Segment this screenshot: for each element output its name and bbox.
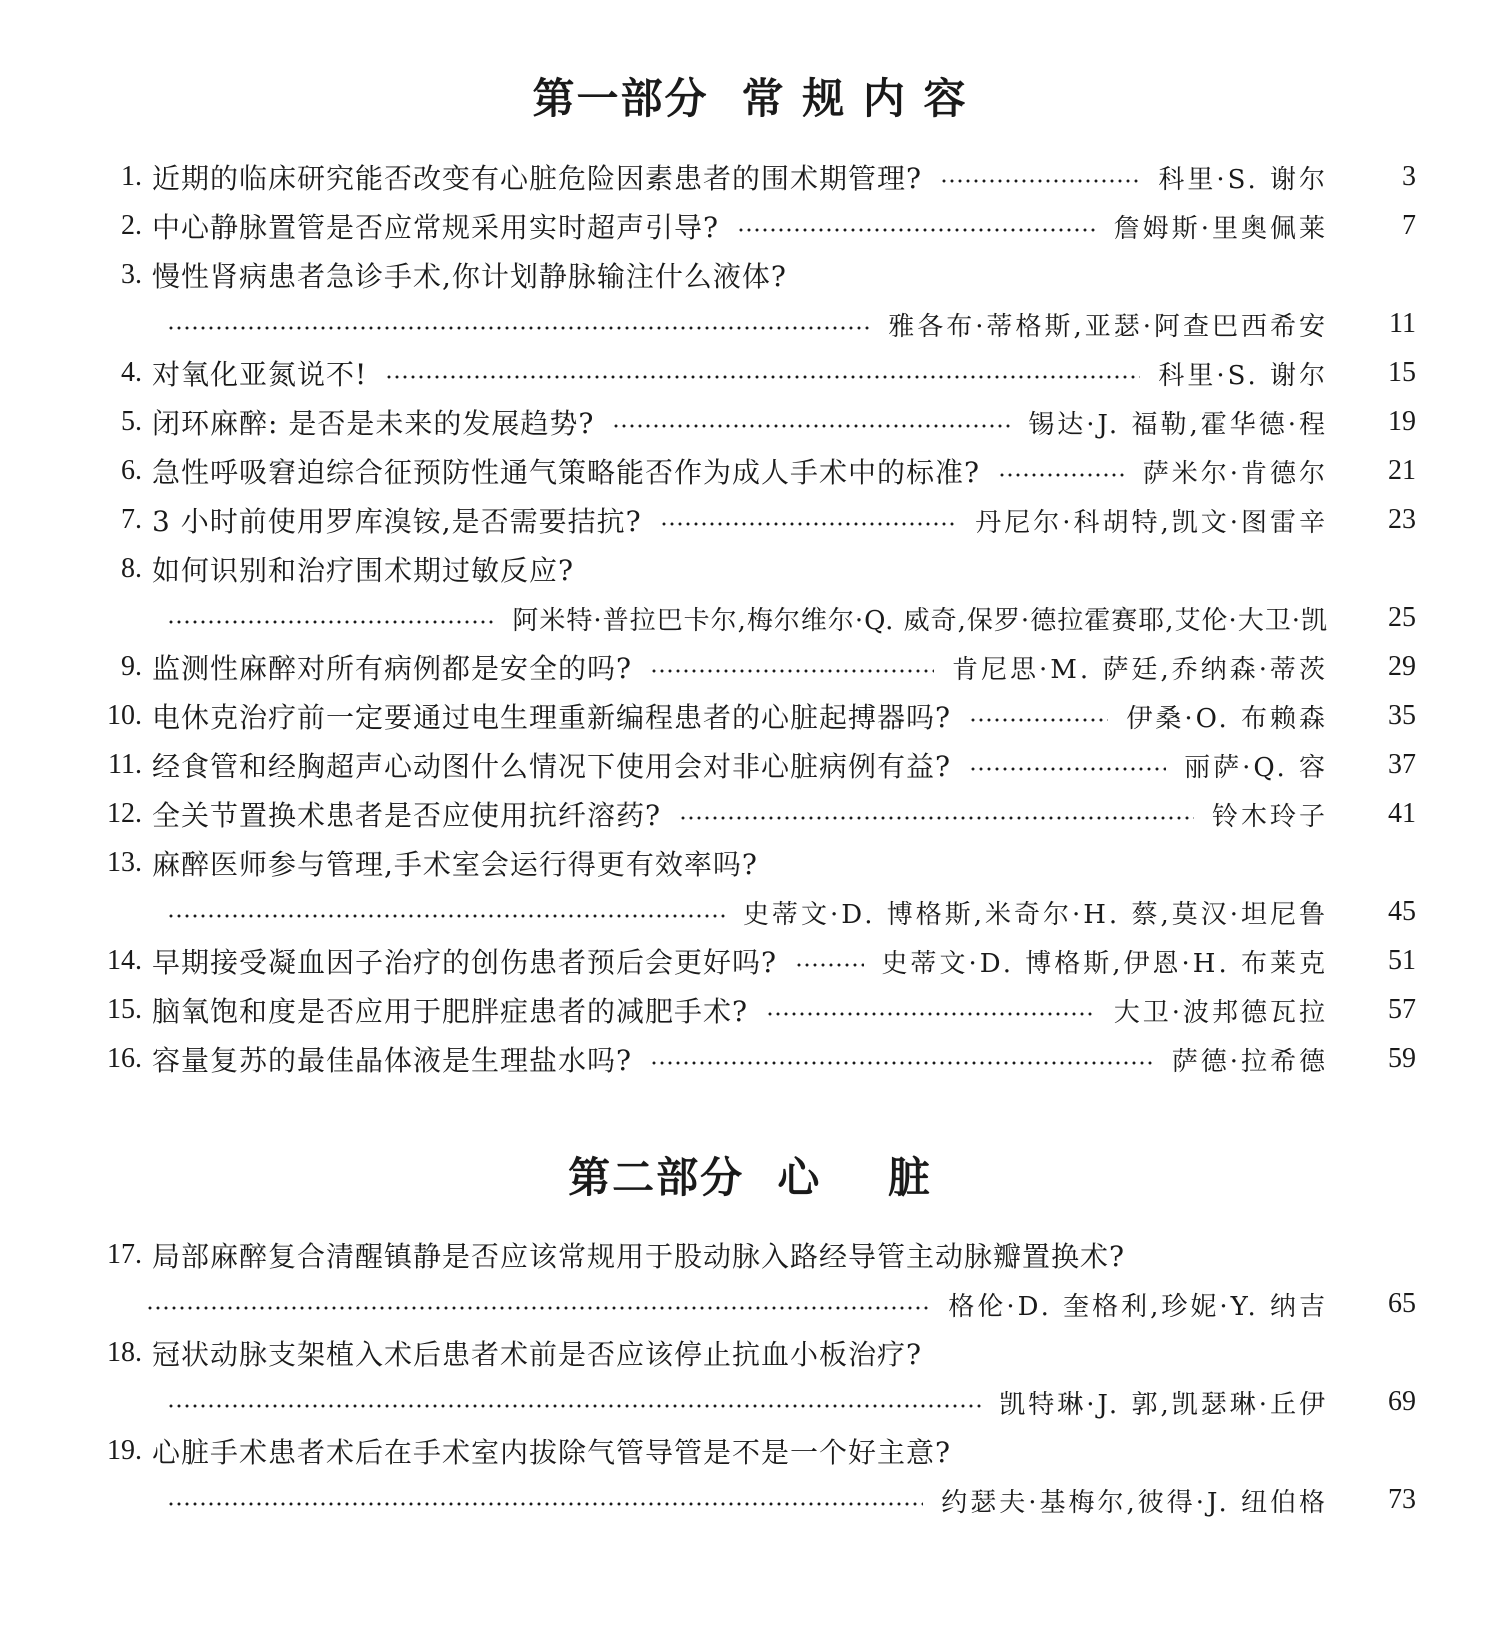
toc-entry-continuation[interactable] xyxy=(0,1380,1500,1424)
entry-author: 约瑟夫·基梅尔,彼得·J. 纽伯格 xyxy=(941,1487,1328,1518)
entry-title: 近期的临床研究能否改变有心脏危险因素患者的围术期管理? xyxy=(152,162,923,195)
entry-author: 史蒂文·D. 博格斯,米奇尔·H. 蔡,莫汉·坦尼鲁 xyxy=(743,899,1328,930)
entry-title: 容量复苏的最佳晶体液是生理盐水吗? xyxy=(152,1044,633,1077)
entry-page: 15 xyxy=(1388,357,1416,388)
entry-author: 凯特琳·J. 郭,凯瑟琳·丘伊 xyxy=(999,1389,1328,1420)
entry-title: 监测性麻醉对所有病例都是安全的吗? xyxy=(152,652,633,685)
entry-author: 铃木玲子 xyxy=(1211,801,1328,832)
toc-entry[interactable] xyxy=(0,939,1500,983)
entry-page: 51 xyxy=(1388,945,1416,976)
entry-number: 16. xyxy=(107,1043,142,1074)
entry-title: 中心静脉置管是否应常规采用实时超声引导? xyxy=(152,211,720,244)
entry-author: 阿米特·普拉巴卡尔,梅尔维尔·Q. 威奇,保罗·德拉霍赛耶,艾伦·大卫·凯 xyxy=(512,605,1328,636)
entry-number: 12. xyxy=(107,798,142,829)
toc-entry-continuation[interactable] xyxy=(0,596,1500,640)
toc-entry[interactable] xyxy=(0,645,1500,689)
entry-number: 5. xyxy=(121,406,142,437)
dot-leader xyxy=(612,424,1010,428)
toc-entry[interactable] xyxy=(0,400,1500,444)
entry-page: 65 xyxy=(1388,1288,1416,1319)
dot-leader xyxy=(167,326,870,330)
entry-number: 19. xyxy=(107,1435,142,1466)
dot-leader xyxy=(766,1012,1096,1016)
entry-page: 69 xyxy=(1388,1386,1416,1417)
toc-entry-continuation[interactable] xyxy=(0,890,1500,934)
toc-entry[interactable] xyxy=(0,449,1500,493)
toc-entry[interactable] xyxy=(0,351,1500,395)
dot-leader xyxy=(167,620,494,624)
dot-leader xyxy=(737,228,1096,232)
dot-leader xyxy=(167,1502,923,1506)
entry-title: 脑氧饱和度是否应用于肥胖症患者的减肥手术? xyxy=(152,995,749,1028)
entry-page: 37 xyxy=(1388,749,1416,780)
entry-page: 59 xyxy=(1388,1043,1416,1074)
dot-leader xyxy=(167,914,725,918)
entry-title: 对氧化亚氮说不! xyxy=(152,358,368,391)
entry-page: 3 xyxy=(1402,161,1416,192)
entry-author: 萨米尔·肯德尔 xyxy=(1142,458,1328,489)
entry-author: 科里·S. 谢尔 xyxy=(1158,360,1328,391)
entry-page: 29 xyxy=(1388,651,1416,682)
entry-title: 心脏手术患者术后在手术室内拔除气管导管是不是一个好主意? xyxy=(152,1436,952,1469)
entry-author: 丽萨·Q. 容 xyxy=(1184,752,1328,783)
toc-entry[interactable] xyxy=(0,498,1500,542)
entry-number: 4. xyxy=(121,357,142,388)
entry-page: 41 xyxy=(1388,798,1416,829)
entry-page: 19 xyxy=(1388,406,1416,437)
entry-author: 肯尼思·M. 萨廷,乔纳森·蒂茨 xyxy=(952,654,1328,685)
entry-number: 2. xyxy=(121,210,142,241)
dot-leader xyxy=(146,1306,930,1310)
entry-page: 45 xyxy=(1388,896,1416,927)
entry-number: 7. xyxy=(121,504,142,535)
entry-number: 9. xyxy=(121,651,142,682)
entry-title: 经食管和经胸超声心动图什么情况下使用会对非心脏病例有益? xyxy=(152,750,952,783)
dot-leader xyxy=(650,669,934,673)
entry-page: 57 xyxy=(1388,994,1416,1025)
entry-page: 25 xyxy=(1388,602,1416,633)
toc-entry[interactable] xyxy=(0,547,1500,591)
dot-leader xyxy=(660,522,958,526)
entry-page: 35 xyxy=(1388,700,1416,731)
entry-title: 电休克治疗前一定要通过电生理重新编程患者的心脏起搏器吗? xyxy=(152,701,952,734)
entry-page: 73 xyxy=(1388,1484,1416,1515)
entry-title: 冠状动脉支架植入术后患者术前是否应该停止抗血小板治疗? xyxy=(152,1338,923,1371)
entry-author: 科里·S. 谢尔 xyxy=(1158,164,1328,195)
dot-leader xyxy=(650,1061,1154,1065)
entry-author: 丹尼尔·科胡特,凯文·图雷辛 xyxy=(975,507,1328,538)
entry-page: 7 xyxy=(1402,210,1416,241)
toc-entry-continuation[interactable] xyxy=(0,1282,1500,1326)
entry-title: 急性呼吸窘迫综合征预防性通气策略能否作为成人手术中的标准? xyxy=(152,456,981,489)
entry-number: 13. xyxy=(107,847,142,878)
entry-title: 早期接受凝血因子治疗的创伤患者预后会更好吗? xyxy=(152,946,778,979)
dot-leader xyxy=(679,816,1194,820)
dot-leader xyxy=(795,963,864,967)
dot-leader xyxy=(385,375,1140,379)
entry-number: 11. xyxy=(108,749,142,780)
toc-entry[interactable] xyxy=(0,841,1500,885)
entry-author: 格伦·D. 奎格利,珍妮·Y. 纳吉 xyxy=(948,1291,1328,1322)
entry-number: 17. xyxy=(107,1239,142,1270)
entry-author: 史蒂文·D. 博格斯,伊恩·H. 布莱克 xyxy=(881,948,1328,979)
entry-author: 大卫·波邦德瓦拉 xyxy=(1113,997,1328,1028)
entry-number: 6. xyxy=(121,455,142,486)
entry-title: 3 小时前使用罗库溴铵,是否需要拮抗? xyxy=(152,505,642,538)
toc-entry-continuation[interactable] xyxy=(0,1478,1500,1522)
toc-entry[interactable] xyxy=(0,743,1500,787)
toc-entry[interactable] xyxy=(0,204,1500,248)
entry-title: 慢性肾病患者急诊手术,你计划静脉输注什么液体? xyxy=(152,260,787,293)
dot-leader xyxy=(167,1404,981,1408)
toc-entry[interactable] xyxy=(0,253,1500,297)
entry-author: 伊桑·O. 布赖森 xyxy=(1126,703,1328,734)
part-title: 第一部分 常 规 内 容 xyxy=(532,74,968,123)
toc-entry[interactable] xyxy=(0,155,1500,199)
entry-number: 18. xyxy=(107,1337,142,1368)
entry-author: 锡达·J. 福勒,霍华德·程 xyxy=(1028,409,1328,440)
entry-title: 如何识别和治疗围术期过敏反应? xyxy=(152,554,575,587)
entry-page: 21 xyxy=(1388,455,1416,486)
toc-entry[interactable] xyxy=(0,1233,1500,1277)
toc-entry[interactable] xyxy=(0,792,1500,836)
entry-number: 1. xyxy=(121,161,142,192)
entry-number: 8. xyxy=(121,553,142,584)
dot-leader xyxy=(940,179,1140,183)
entry-number: 14. xyxy=(107,945,142,976)
part-title: 第二部分 心 脏 xyxy=(568,1153,932,1202)
toc-entry[interactable] xyxy=(0,694,1500,738)
toc-entry-continuation[interactable] xyxy=(0,302,1500,346)
entry-author: 詹姆斯·里奥佩莱 xyxy=(1113,213,1328,244)
dot-leader xyxy=(998,473,1125,477)
entry-author: 萨德·拉希德 xyxy=(1171,1046,1328,1077)
toc-entry[interactable] xyxy=(0,1331,1500,1375)
entry-title: 全关节置换术患者是否应使用抗纤溶药? xyxy=(152,799,662,832)
toc-entry[interactable] xyxy=(0,1037,1500,1081)
entry-title: 局部麻醉复合清醒镇静是否应该常规用于股动脉入路经导管主动脉瓣置换术? xyxy=(152,1240,1126,1273)
toc-entry[interactable] xyxy=(0,1429,1500,1473)
entry-number: 10. xyxy=(107,700,142,731)
entry-number: 3. xyxy=(121,259,142,290)
toc-entry[interactable] xyxy=(0,988,1500,1032)
dot-leader xyxy=(969,767,1166,771)
entry-number: 15. xyxy=(107,994,142,1025)
entry-page: 11 xyxy=(1389,308,1416,339)
dot-leader xyxy=(969,718,1108,722)
entry-title: 麻醉医师参与管理,手术室会运行得更有效率吗? xyxy=(152,848,758,881)
entry-title: 闭环麻醉: 是否是未来的发展趋势? xyxy=(152,407,595,440)
entry-page: 23 xyxy=(1388,504,1416,535)
entry-author: 雅各布·蒂格斯,亚瑟·阿查巴西希安 xyxy=(888,311,1328,342)
